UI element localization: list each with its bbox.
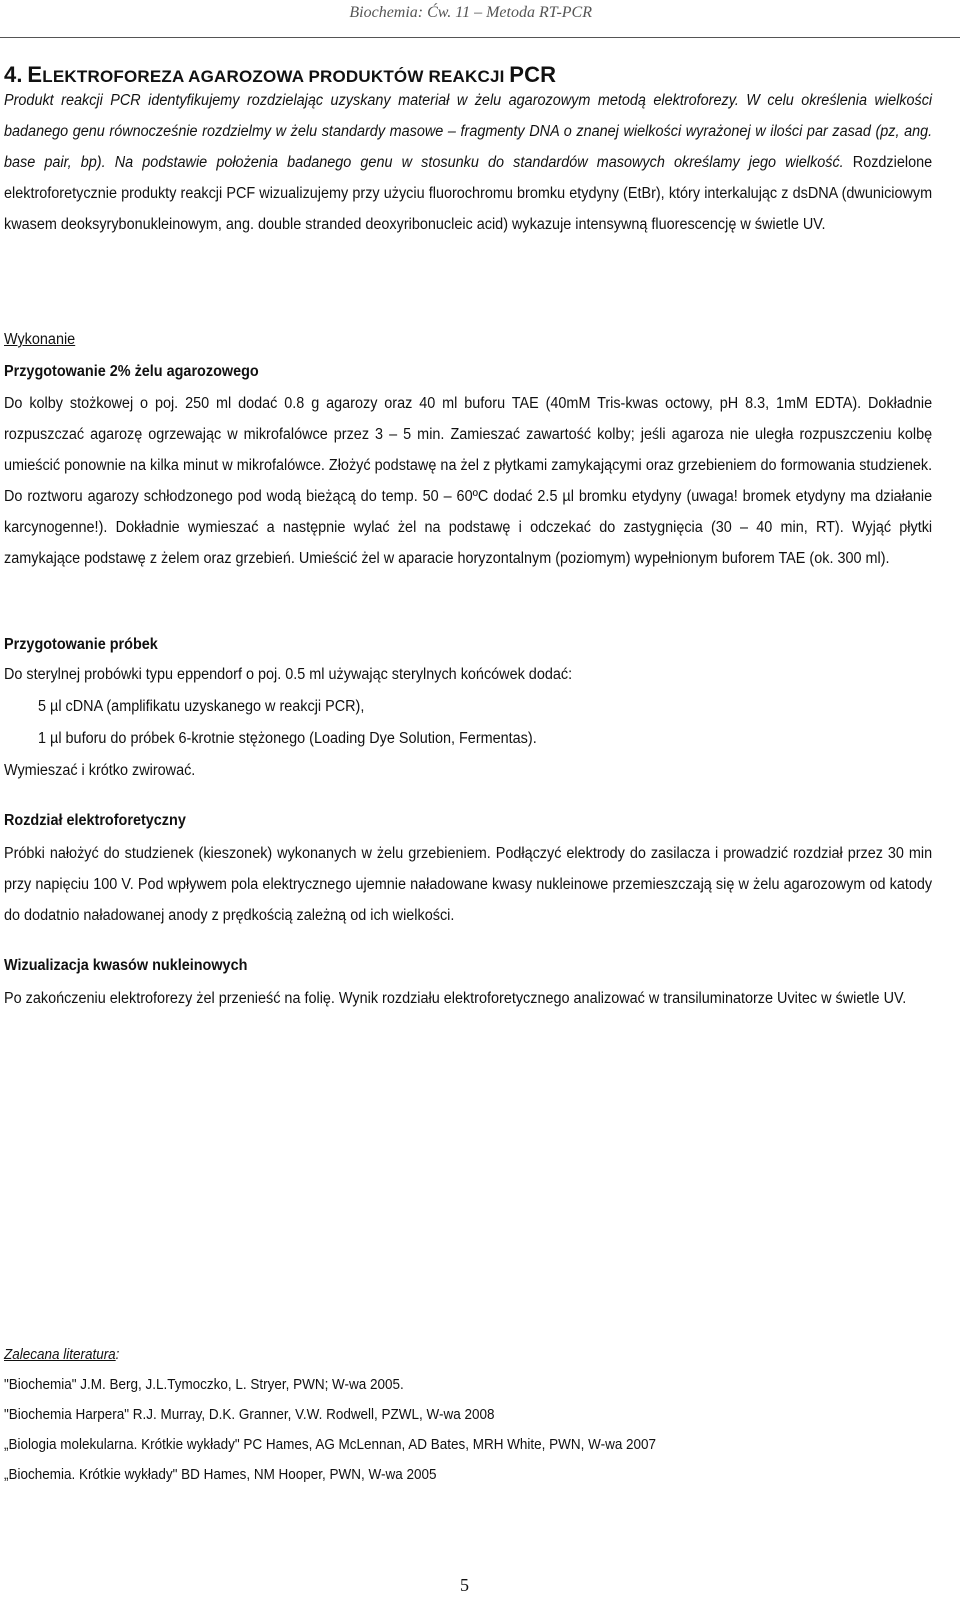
intro-normal-text: Rozdzielone elektroforetycznie produkty reakcji PCF wizualizujemy przy użyciu fluorochromu bromku etydyny (EtBr), który interkalując z dsDNA (dwuniciowym kwasem deoksyrybonukleinowym, ang. double stranded deoxyribonucleic acid) wykazuje intensywną fluorescencję w świetle UV. <box>4 154 933 233</box>
samples-item-1: 5 µl cDNA (amplifikatu uzyskanego w reakcji PCR), <box>38 698 365 715</box>
samples-item-2: 1 µl buforu do próbek 6-krotnie stężonego (Loading Dye Solution, Fermentas). <box>38 730 537 747</box>
electro-heading: Rozdział elektroforetyczny <box>4 812 186 829</box>
literature-item: "Biochemia Harpera" R.J. Murray, D.K. Granner, V.W. Rodwell, PZWL, W-wa 2008 <box>4 1407 495 1423</box>
section-title-suffix: PCR <box>509 62 557 87</box>
section-number: 4. <box>4 62 23 87</box>
gel-paragraph: Do kolby stożkowej o poj. 250 ml dodać 0.8 g agarozy oraz 40 ml buforu TAE (40mM Tris-kwas octowy, pH 8.3, 1mM EDTA). Dokładnie rozpuszczać agarozę ogrzewając w mikrofalówce przez 3 – 5 min. Zamieszać zawartość kolby; jeśli agaroza nie uległa rozpuszczeniu kolbę umieścić ponownie na kilka minut w mikrofalówce. Złożyć podstawę na żel z płytkami zamykającymi oraz grzebieniem do formowania studzienek. Do roztworu agarozy schłodzonego pod wodą bieżącą do temp. 50 – 60ºC dodać 2.5 µl bromku etydyny (uwaga! bromek etydyny ma działanie karcynogenne!). Dokładnie wymieszać a następnie wylać żel na podstawę i odczekać do zastygnięcia (30 – 40 min, RT). Wyjąć płytki zamykające podstawę z żelem oraz grzebień. Umieścić żel w aparacie horyzontalnym (poziomym) wypełnionym buforem TAE (ok. 300 ml). <box>4 395 933 567</box>
electro-paragraph: Próbki nałożyć do studzienek (kieszonek) wykonanych w żelu grzebieniem. Podłączyć elektrody do zasilacza i prowadzić rozdział przez 30 min przy napięciu 100 V. Pod wpływem pola elektrycznego ujemnie naładowane kwasy nukleinowe przemieszczają się w żelu agarozowym od katody do dodatnio naładowanej anody z prędkością zależną od ich wielkości. <box>4 845 933 924</box>
samples-line-2: Wymieszać i krótko zwirować. <box>4 762 196 779</box>
intro-italic-text: Produkt reakcji PCR identyfikujemy rozdzielając uzyskany materiał w żelu agarozowym metodą elektroforezy. W celu określenia wielkości badanego genu równocześnie rozdzielmy w żelu standardy masowe – fragmenty DNA o znanej wielkości wyrażonej w ilości par zasad (pz, ang. base pair, bp). <box>4 92 933 171</box>
page-number: 5 <box>460 1575 469 1595</box>
section-title-initial: E <box>27 62 43 87</box>
visual-paragraph: Po zakończeniu elektroforezy żel przenieść na folię. Wynik rozdziału elektroforetycznego analizować w transiluminatorze Uvitec w świetle UV. <box>4 990 907 1007</box>
literature-item: "Biochemia" J.M. Berg, J.L.Tymoczko, L. Stryer, PWN; W-wa 2005. <box>4 1377 404 1393</box>
wykonanie-label: Wykonanie <box>4 331 76 348</box>
intro-paragraph <box>4 85 932 240</box>
literature-item: „Biologia molekularna. Krótkie wykłady" PC Hames, AG McLennan, AD Bates, MRH White, PWN, W-wa 2007 <box>4 1437 657 1453</box>
samples-line-1: Do sterylnej probówki typu eppendorf o poj. 0.5 ml używając sterylnych końcówek dodać: <box>4 666 573 683</box>
running-header: Biochemia: Ćw. 11 – Metoda RT-PCR <box>349 4 592 21</box>
gel-heading: Przygotowanie 2% żelu agarozowego <box>4 363 259 380</box>
visual-heading: Wizualizacja kwasów nukleinowych <box>4 957 248 974</box>
samples-heading: Przygotowanie próbek <box>4 636 158 653</box>
intro-italic-text-2: Na podstawie położenia badanego genu w stosunku do standardów masowych określamy jego wielkość. <box>114 154 844 171</box>
section-title-rest: LEKTROFOREZA AGAROZOWA PRODUKTÓW REAKCJI <box>42 67 505 86</box>
header-rule <box>0 37 960 38</box>
literature-label: Zalecana literatura: <box>4 1347 120 1363</box>
literature-item: „Biochemia. Krótkie wykłady" BD Hames, NM Hooper, PWN, W-wa 2005 <box>4 1467 437 1483</box>
